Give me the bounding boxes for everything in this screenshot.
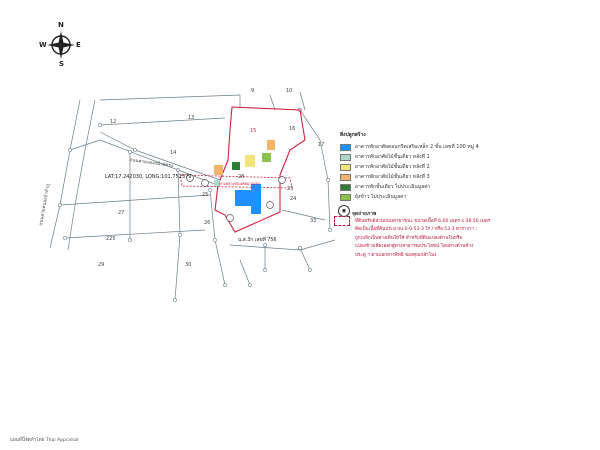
compass-west-label: W (39, 41, 47, 49)
note-line: ที่ดินทรัพย์ส่วนถนนสาธารณะ ขนาดเนื้อที่ 6.00 เมตร x 38.50 เมตร (355, 219, 491, 224)
access-strip-note (355, 218, 495, 260)
road-label-main: ถนนสายเลนหน้าสตรุง (129, 157, 174, 170)
parcel-label: 14 (170, 150, 177, 156)
legend-swatch (340, 164, 351, 171)
legend-text: ยุ้งข้าว ไม่ประเมินมูลค่า (355, 194, 407, 200)
parcel-label: 12 (110, 119, 117, 125)
note-line: แปลงข้างเคียงออกสู่ทางสาธารณประโยชน์ โดยทางด้านข้าง (355, 244, 474, 250)
legend-item (340, 152, 490, 162)
parcel-label: 30 (185, 262, 192, 268)
parcel-label: 225 (106, 236, 116, 242)
parcel-label: 27 (118, 210, 125, 216)
legend-item (340, 192, 490, 202)
coordinates-label: LAT:17.242030, LONG:101.752579 (105, 174, 192, 180)
legend-text: อาคารพักอาศัยไม้ชั้นเดียว หลังที่ 2 (355, 164, 430, 170)
legend-swatch (340, 174, 351, 181)
access-strip-legend-icon (334, 216, 350, 226)
building-wood-2 (245, 155, 255, 167)
note-line: ประตู ฯ ตามเอกสารสิทธิ ของคุณกล้าโมง (355, 252, 437, 258)
parcel-label: 17 (318, 142, 325, 148)
photo-point-label: จุดถ่ายภาพ (352, 211, 377, 217)
parcel-label: 16 (289, 126, 296, 132)
legend-text: อาคารพักชั้นเดียว ไม่ประเมินมูลค่า (355, 184, 431, 190)
parcel-label: 25 (202, 192, 209, 198)
parcel-label: 10 (286, 88, 293, 94)
legend-item (340, 182, 490, 192)
map-legend (340, 131, 490, 202)
parcel-label: 33 (310, 218, 317, 224)
compass-south-label: S (59, 60, 65, 68)
parcel-label: 26 (204, 220, 211, 226)
note-line: ถูกเบลิกเป็นทางเดินให้ใช้ สำหรับที่ดินแปลงด้านในหรือ (355, 235, 463, 241)
access-strip-label: ทางหลวงชนบทหมายเลข (219, 181, 260, 186)
building-single-story (232, 162, 240, 170)
legend-swatch (340, 144, 351, 151)
legend-item (340, 142, 490, 152)
boundary-markers (58, 108, 331, 301)
building-main-wing (251, 184, 261, 214)
parcel-label: 13 (188, 115, 195, 121)
compass-north-label: N (58, 21, 64, 29)
parcel-label: 24 (290, 196, 297, 202)
legend-item (340, 162, 490, 172)
road-label-left: ถนนสายหนองบัวลำภู (38, 183, 52, 227)
compass-east-label: E (76, 41, 81, 49)
legend-swatch (340, 194, 351, 201)
building-wood-3 (214, 165, 223, 175)
parcel-label: 23 (287, 186, 294, 192)
parcel-label-subject: 15 (250, 128, 257, 134)
legend-text: อาคารพักอาศัยคอนกรีตเสริมเหล็ก 2 ชั้น เลขที่ 100 หมู่ 4 (355, 144, 479, 150)
legend-text: อาคารพักอาศัยไม้ชั้นเดียว หลังที่ 3 (355, 174, 430, 180)
deed-number-label: น.ส.3ก เลขที่ 756 (238, 238, 277, 243)
legend-swatch (340, 184, 351, 191)
legend-title: สิ่งปลูกสร้าง (340, 132, 366, 138)
parcel-label: 9 (251, 88, 255, 94)
legend-text: อาคารพักอาศัยไม้ชั้นเดียว หลังที่ 1 (355, 154, 430, 160)
rice-barn (262, 153, 271, 162)
photo-point-icon: ◉ (338, 205, 350, 217)
legend-swatch (340, 154, 351, 161)
building-wood-3b (267, 140, 275, 150)
note-line: คิดเป็นเนื้อที่ดินประมาณ 0-0-53.3 ไร่ / หรือ 53.3 ตารางวา ; (355, 227, 478, 233)
map-footer: แผนที่นี้จัดทำโดย Thai Appraisal (10, 438, 79, 443)
parcel-label: 28 (238, 174, 245, 180)
parcel-label: 29 (98, 262, 105, 268)
legend-item (340, 172, 490, 182)
